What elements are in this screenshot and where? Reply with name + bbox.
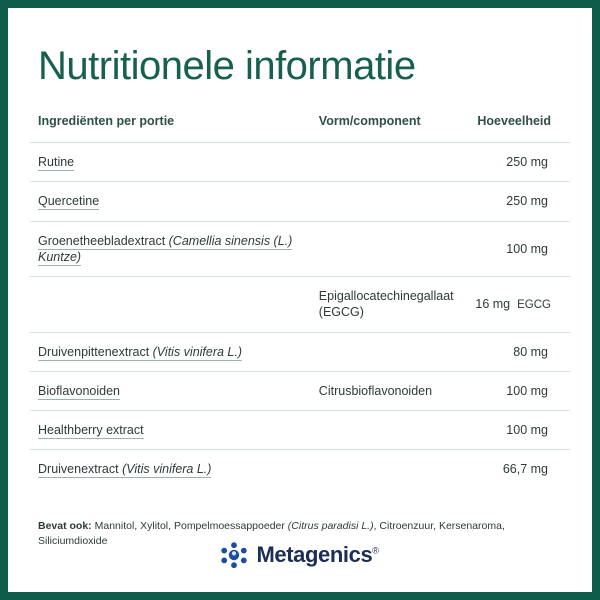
table-row	[30, 182, 570, 221]
contains-also-text-after: , Citroenzuur, Kersenaroma, Siliciumdioxide	[38, 519, 505, 547]
contains-also-text-before: Mannitol, Xylitol, Pompelmoessappoeder	[91, 519, 288, 532]
cell-form	[311, 221, 468, 277]
brand-name	[256, 542, 378, 568]
cell-form: Epigallocatechinegallaat (EGCG)	[311, 277, 468, 333]
cell-ingredient	[30, 182, 311, 221]
nutrition-table	[30, 114, 570, 489]
cell-ingredient	[30, 450, 311, 489]
registered-mark: ®	[372, 545, 379, 556]
table-row	[30, 371, 570, 410]
cell-form	[311, 450, 468, 489]
cell-form	[311, 143, 468, 182]
ingredient-latin-name: (Vitis vinifera L.)	[122, 462, 212, 477]
cell-ingredient	[30, 277, 311, 333]
column-header-amount: Hoeveelheid	[477, 114, 552, 128]
ingredient-name: Rutine	[38, 155, 75, 169]
table-row	[30, 143, 570, 182]
ingredient-name: Bioflavonoiden	[38, 383, 121, 398]
cell-amount: 100 mg	[467, 221, 570, 277]
nutrition-table-body	[30, 143, 570, 489]
column-header-form: Vorm/component	[318, 114, 421, 128]
cell-amount: 250 mg	[467, 182, 570, 221]
brand-name-text: Metagenics	[256, 542, 373, 567]
cell-amount: 66,7 mg	[467, 450, 570, 489]
amount-value: 16 mg	[475, 296, 511, 311]
brand-logo	[8, 542, 592, 568]
page-title: Nutritionele informatie	[38, 44, 416, 88]
cell-amount: 100 mg	[467, 411, 570, 450]
cell-ingredient	[30, 143, 311, 182]
cell-form	[311, 332, 468, 371]
table-row	[30, 277, 570, 333]
ingredient-name: Quercetine	[38, 194, 100, 209]
table-header-row	[30, 114, 570, 143]
cell-amount	[467, 277, 570, 333]
cell-amount: 80 mg	[467, 332, 570, 371]
cell-amount: 250 mg	[467, 143, 570, 182]
amount-note: EGCG	[517, 298, 551, 311]
ingredient-name: Healthberry extract	[38, 423, 144, 437]
cell-form: Citrusbioflavonoiden	[311, 371, 468, 410]
ingredient-name: Druivenextract	[38, 462, 123, 477]
cell-form	[311, 182, 468, 221]
cell-ingredient	[30, 411, 311, 450]
cell-ingredient	[30, 332, 311, 371]
cell-ingredient	[30, 371, 311, 410]
ingredient-latin-name: (Camellia sinensis (L.) Kuntze)	[38, 233, 293, 264]
table-row	[30, 450, 570, 489]
table-row	[30, 332, 570, 371]
ingredient-name: Groenetheebladextract	[38, 233, 169, 248]
metagenics-molecule-icon	[221, 542, 247, 568]
ingredient-latin-name: (Vitis vinifera L.)	[152, 344, 243, 359]
column-header-ingredient: Ingrediënten per portie	[38, 114, 175, 128]
document-body	[8, 8, 592, 592]
cell-form	[311, 411, 468, 450]
contains-also-label: Bevat ook:	[38, 519, 92, 532]
cell-ingredient	[30, 221, 311, 277]
cell-amount: 100 mg	[467, 371, 570, 410]
table-row	[30, 411, 570, 450]
ingredient-name: Druivenpittenextract	[38, 344, 153, 359]
table-row	[30, 221, 570, 277]
contains-also-italic: (Citrus paradisi L.)	[287, 519, 374, 532]
